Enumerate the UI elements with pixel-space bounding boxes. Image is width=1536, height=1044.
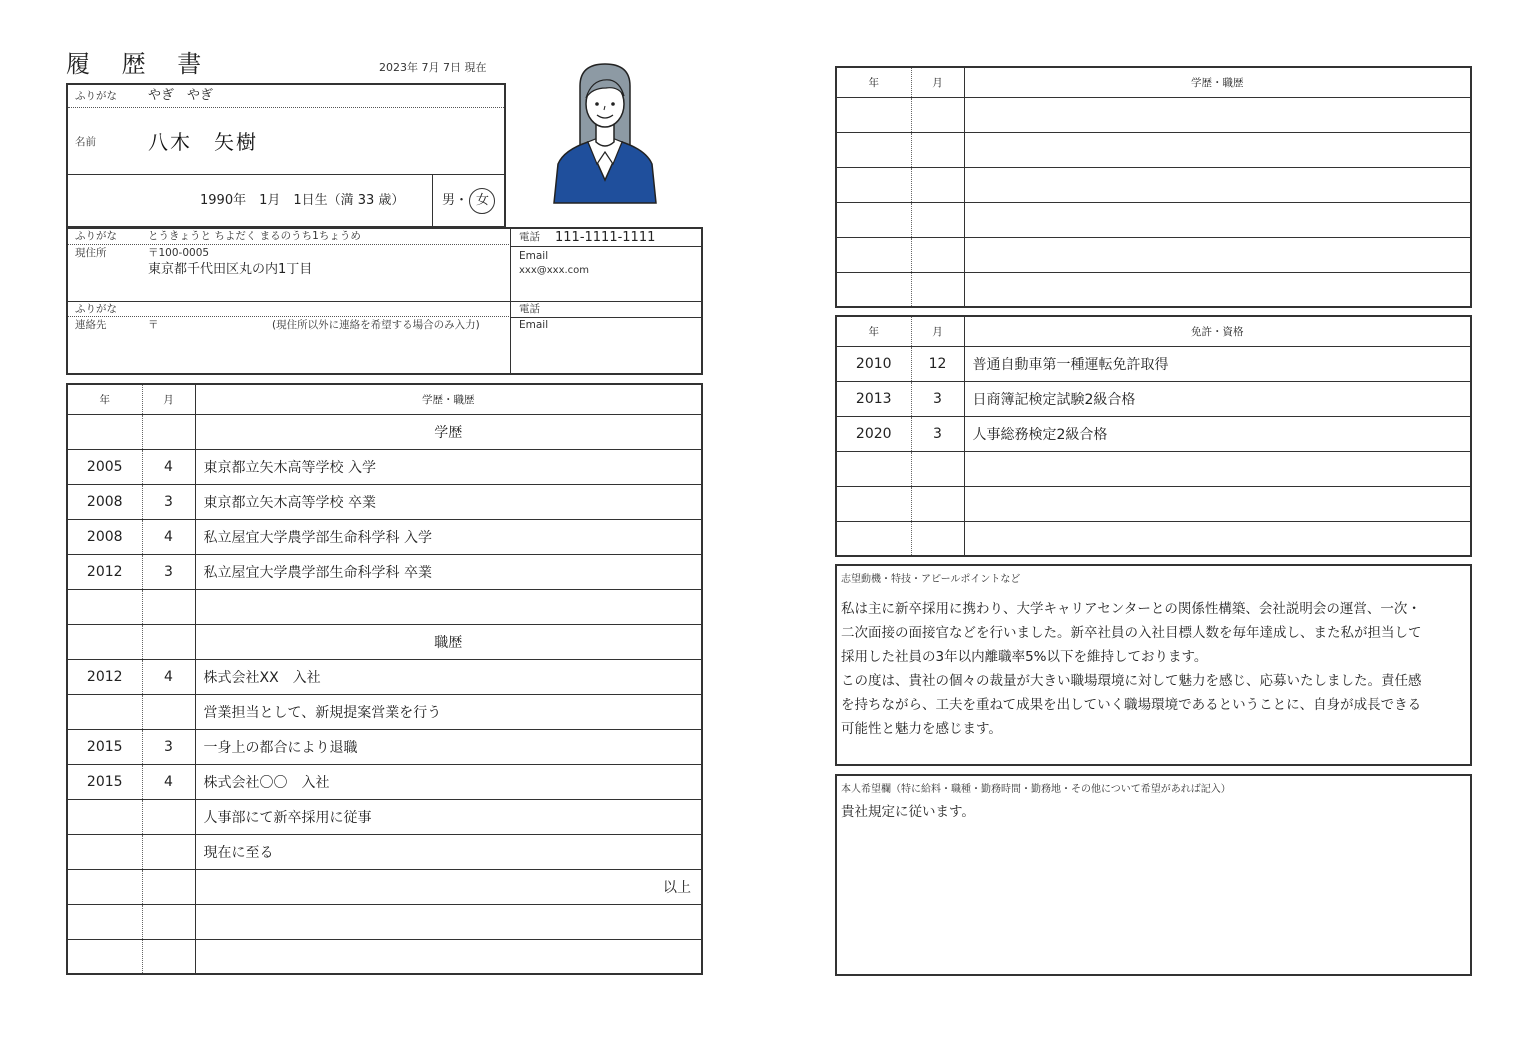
resume-title: 履 歴 書	[66, 50, 214, 78]
content-cell: 株式会社XX 入社	[195, 659, 702, 694]
table-row	[836, 451, 1471, 486]
year-cell	[67, 624, 142, 659]
month-cell	[142, 834, 195, 869]
phone-number: 111-1111-1111	[555, 230, 656, 245]
address-postal: 〒100-0005	[148, 247, 210, 259]
contact-note: (現住所以外に連絡を希望する場合のみ入力)	[272, 319, 480, 331]
month-cell	[911, 237, 964, 272]
content-cell	[964, 202, 1471, 237]
name-furigana-label: ふりがな	[75, 90, 117, 102]
history-table	[66, 383, 703, 975]
gender-female: 女	[476, 193, 490, 208]
year-cell: 2008	[67, 519, 142, 554]
year-cell	[836, 272, 911, 307]
month-cell	[142, 904, 195, 939]
motivation-label: 志望動機・特技・アピールポイントなど	[841, 574, 1021, 585]
column-header: 月	[911, 67, 964, 97]
table-row	[67, 764, 702, 799]
table-row	[67, 414, 702, 449]
table-row	[836, 272, 1471, 307]
year-cell	[836, 237, 911, 272]
table-row	[836, 521, 1471, 556]
content-cell: 営業担当として、新規提案営業を行う	[195, 694, 702, 729]
column-header: 学歴・職歴	[195, 384, 702, 414]
content-cell: 一身上の都合により退職	[195, 729, 702, 764]
table-row	[67, 624, 702, 659]
content-cell: 東京都立矢木高等学校 入学	[195, 449, 702, 484]
motivation-line: 可能性と魅力を感じます。	[841, 721, 1002, 737]
month-cell: 4	[142, 659, 195, 694]
birth-date: 1990年 1月 1日生（満 33 歳）	[200, 193, 405, 208]
table-row	[67, 834, 702, 869]
table-header-row	[836, 67, 1471, 97]
content-cell	[964, 451, 1471, 486]
motivation-line: この度は、貴社の個々の裁量が大きい職場環境に対して魅力を感じ、応募いたしました。責任感	[841, 673, 1422, 689]
year-cell	[67, 799, 142, 834]
content-cell	[964, 97, 1471, 132]
content-cell: 日商簿記検定試験2級合格	[964, 381, 1471, 416]
month-cell	[142, 869, 195, 904]
licenses-table	[835, 315, 1472, 557]
content-cell: 職歴	[195, 624, 702, 659]
motivation-line: 二次面接の面接官などを行いました。新卒社員の入社目標人数を毎年達成し、また私が担当して	[841, 625, 1422, 641]
column-header: 年	[836, 67, 911, 97]
month-cell	[142, 694, 195, 729]
month-cell	[911, 132, 964, 167]
content-cell	[964, 521, 1471, 556]
content-cell	[964, 486, 1471, 521]
content-cell	[195, 589, 702, 624]
month-cell	[142, 624, 195, 659]
content-cell	[195, 904, 702, 939]
month-cell	[911, 486, 964, 521]
month-cell: 3	[142, 484, 195, 519]
year-cell	[67, 589, 142, 624]
content-cell	[964, 237, 1471, 272]
table-row	[67, 519, 702, 554]
month-cell: 4	[142, 449, 195, 484]
year-cell: 2012	[67, 554, 142, 589]
table-row	[67, 484, 702, 519]
year-cell	[67, 694, 142, 729]
motivation-line: を持ちながら、工夫を重ねて成果を出していく職場環境であるということに、自身が成長できる	[841, 697, 1422, 713]
table-row	[836, 202, 1471, 237]
content-cell	[195, 939, 702, 974]
phone-label: 電話	[519, 231, 540, 243]
year-cell	[836, 486, 911, 521]
column-header: 免許・資格	[964, 316, 1471, 346]
person-illustration-icon	[550, 62, 660, 207]
contact-phone-label: 電話	[519, 303, 540, 315]
year-cell	[836, 97, 911, 132]
year-cell	[836, 202, 911, 237]
month-cell: 3	[142, 729, 195, 764]
contact-email-label: Email	[519, 319, 549, 331]
year-cell: 2013	[836, 381, 911, 416]
content-cell: 現在に至る	[195, 834, 702, 869]
motivation-line: 採用した社員の3年以内離職率5%以下を維持しております。	[841, 649, 1208, 665]
full-name: 八木 矢樹	[148, 130, 258, 154]
table-header-row	[67, 384, 702, 414]
month-cell	[142, 589, 195, 624]
motivation-line: 私は主に新卒採用に携わり、大学キャリアセンターとの関係性構築、会社説明会の運営、一次・	[841, 601, 1421, 617]
month-cell: 3	[142, 554, 195, 589]
content-cell: 人事総務検定2級合格	[964, 416, 1471, 451]
table-row	[67, 799, 702, 834]
column-header: 年	[836, 316, 911, 346]
content-cell: 私立屋宜大学農学部生命科学科 卒業	[195, 554, 702, 589]
month-cell	[911, 272, 964, 307]
email-value: xxx@xxx.com	[519, 265, 590, 276]
month-cell: 4	[142, 519, 195, 554]
month-cell	[142, 799, 195, 834]
contact-furigana-label: ふりがな	[75, 303, 117, 315]
column-header: 年	[67, 384, 142, 414]
year-cell	[67, 414, 142, 449]
table-header-row	[836, 316, 1471, 346]
table-row	[836, 97, 1471, 132]
year-cell: 2010	[836, 346, 911, 381]
month-cell: 3	[911, 416, 964, 451]
year-cell	[836, 167, 911, 202]
history-table-continued	[835, 66, 1472, 308]
content-cell: 株式会社〇〇 入社	[195, 764, 702, 799]
table-row	[67, 904, 702, 939]
month-cell: 3	[911, 381, 964, 416]
content-cell: 学歴	[195, 414, 702, 449]
address-line: 東京都千代田区丸の内1丁目	[148, 262, 313, 277]
month-cell	[911, 521, 964, 556]
content-cell	[964, 167, 1471, 202]
month-cell	[911, 202, 964, 237]
month-cell: 12	[911, 346, 964, 381]
content-cell: 以上	[195, 869, 702, 904]
email-label: Email	[519, 250, 549, 262]
month-cell	[911, 97, 964, 132]
table-row	[67, 554, 702, 589]
year-cell: 2012	[67, 659, 142, 694]
table-row	[67, 729, 702, 764]
month-cell	[911, 167, 964, 202]
name-furigana: やぎ やぎ	[148, 88, 214, 103]
table-row	[67, 589, 702, 624]
contact-label: 連絡先	[75, 319, 107, 331]
table-row	[67, 939, 702, 974]
year-cell: 2008	[67, 484, 142, 519]
table-row	[836, 486, 1471, 521]
table-row	[67, 869, 702, 904]
contact-postal: 〒	[148, 319, 159, 331]
year-cell: 2005	[67, 449, 142, 484]
month-cell: 4	[142, 764, 195, 799]
table-row	[836, 237, 1471, 272]
motivation-text	[841, 597, 1469, 741]
table-row	[67, 694, 702, 729]
year-cell	[836, 521, 911, 556]
year-cell	[67, 834, 142, 869]
table-row	[67, 449, 702, 484]
table-row	[836, 132, 1471, 167]
column-header: 月	[911, 316, 964, 346]
address-furigana-label: ふりがな	[75, 230, 117, 242]
content-cell	[964, 272, 1471, 307]
content-cell: 東京都立矢木高等学校 卒業	[195, 484, 702, 519]
month-cell	[142, 414, 195, 449]
content-cell: 私立屋宜大学農学部生命科学科 入学	[195, 519, 702, 554]
request-label: 本人希望欄（特に給料・職種・勤務時間・勤務地・その他について希望があれば記入）	[841, 784, 1231, 795]
address-furigana: とうきょうと ちよだく まるのうち1ちょうめ	[148, 230, 361, 242]
month-cell	[911, 451, 964, 486]
table-row	[836, 346, 1471, 381]
content-cell: 普通自動車第一種運転免許取得	[964, 346, 1471, 381]
year-cell: 2020	[836, 416, 911, 451]
year-cell	[836, 451, 911, 486]
year-cell	[836, 132, 911, 167]
year-cell	[67, 869, 142, 904]
year-cell	[67, 939, 142, 974]
resume-date: 2023年 7月 7日 現在	[379, 61, 487, 74]
year-cell	[67, 904, 142, 939]
table-row	[836, 416, 1471, 451]
request-text: 貴社規定に従います。	[841, 804, 975, 820]
content-cell	[964, 132, 1471, 167]
address-label: 現住所	[75, 247, 107, 259]
name-label: 名前	[75, 136, 96, 148]
year-cell: 2015	[67, 729, 142, 764]
gender-male: 男・	[442, 193, 469, 208]
table-row	[67, 659, 702, 694]
content-cell: 人事部にて新卒採用に従事	[195, 799, 702, 834]
column-header: 学歴・職歴	[964, 67, 1471, 97]
month-cell	[142, 939, 195, 974]
table-row	[836, 381, 1471, 416]
table-row	[836, 167, 1471, 202]
year-cell: 2015	[67, 764, 142, 799]
column-header: 月	[142, 384, 195, 414]
